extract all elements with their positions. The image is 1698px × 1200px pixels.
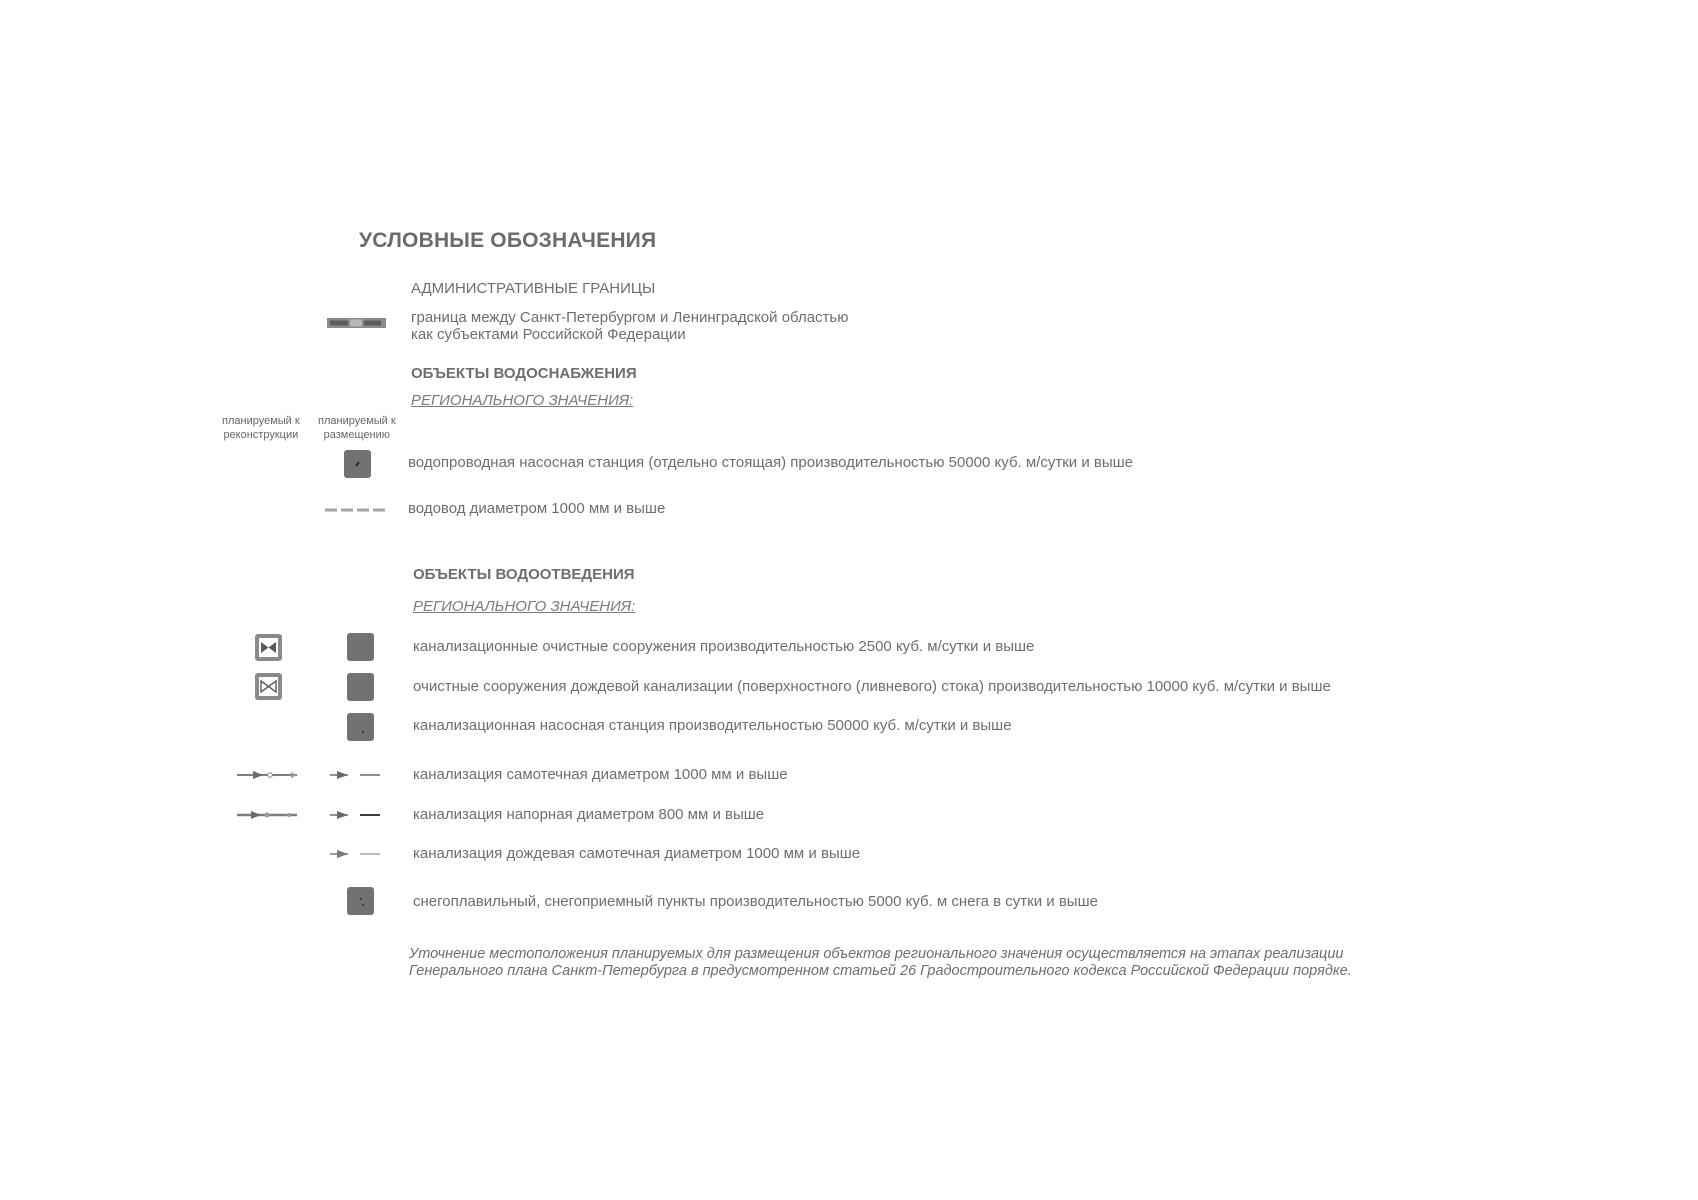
water-pump-station-symbol: [344, 450, 371, 478]
footnote-line1: Уточнение местоположения планируемых для размещения объектов регионального значения осуществляется на этапах реализации: [409, 946, 1344, 962]
water-supply-subheading: РЕГИОНАЛЬНОГО ЗНАЧЕНИЯ:: [411, 392, 634, 409]
sewage-pump-mark-icon: [347, 713, 374, 741]
pressure-sewer-placement-symbol: [330, 810, 382, 820]
gravity-sewer-reconstruction-symbol: [237, 770, 301, 780]
water-main-symbol: [325, 508, 387, 512]
column-header-placement-line1: планируемый к: [318, 415, 396, 427]
pump-mark-icon: [344, 450, 371, 478]
footnote-line2: Генерального плана Санкт-Петербурга в предусмотренном статьей 26 Градостроительного кодекса Российской Федерации порядке.: [409, 963, 1352, 979]
storm-treatment-reconstruction-symbol: [255, 673, 282, 700]
pressure-sewer-reconstruction-symbol: [237, 810, 301, 820]
column-header-reconstruction: [222, 414, 300, 442]
border-description: [411, 309, 849, 343]
column-header-reconstruction-line2: реконструкции: [223, 429, 299, 441]
snow-melting-mark-icon: [347, 887, 374, 915]
column-header-placement: [318, 414, 396, 442]
treatment-plant-placement-symbol: [347, 633, 374, 661]
column-header-reconstruction-line1: планируемый к: [222, 415, 300, 427]
storm-gravity-sewer-label: канализация дождевая самотечная диаметром 1000 мм и выше: [413, 845, 861, 862]
snow-melting-symbol: [347, 887, 374, 915]
admin-borders-heading: АДМИНИСТРАТИВНЫЕ ГРАНИЦЫ: [411, 280, 656, 297]
footnote: [409, 946, 1352, 980]
border-description-line2: как субъектами Российской Федерации: [411, 326, 686, 343]
storm-treatment-reconstruction-frame: [259, 677, 278, 696]
snow-melting-label: снегоплавильный, снегоприемный пункты производительностью 5000 куб. м снега в сутки и выше: [413, 893, 1098, 910]
sewerage-heading: ОБЪЕКТЫ ВОДООТВЕДЕНИЯ: [413, 566, 635, 583]
storm-treatment-label: очистные сооружения дождевой канализации (поверхностного (ливневого) стока) производительностью 10000 куб. м/сутки и выше: [413, 678, 1331, 695]
bowtie-outline-icon: [259, 677, 278, 696]
treatment-plant-reconstruction-frame: [259, 638, 278, 657]
gravity-sewer-placement-symbol: [330, 770, 382, 780]
sewage-pump-station-label: канализационная насосная станция производительностью 50000 куб. м/сутки и выше: [413, 717, 1012, 734]
bowtie-filled-icon: [259, 638, 278, 657]
sewerage-subheading: РЕГИОНАЛЬНОГО ЗНАЧЕНИЯ:: [413, 598, 636, 615]
treatment-plant-label: канализационные очистные сооружения производительностью 2500 куб. м/сутки и выше: [413, 638, 1035, 655]
water-pump-station-label: водопроводная насосная станция (отдельно стоящая) производительностью 50000 куб. м/сутки и выше: [408, 454, 1133, 471]
region-border-symbol: [327, 316, 387, 330]
gravity-sewer-label: канализация самотечная диаметром 1000 мм и выше: [413, 766, 788, 783]
storm-treatment-placement-symbol: [347, 673, 374, 701]
sewage-pump-station-symbol: [347, 713, 374, 741]
water-main-label: водовод диаметром 1000 мм и выше: [408, 500, 666, 517]
treatment-plant-reconstruction-symbol: [255, 634, 282, 661]
pressure-sewer-label: канализация напорная диаметром 800 мм и выше: [413, 806, 765, 823]
border-description-line1: граница между Санкт-Петербургом и Ленинградской областью: [411, 309, 849, 326]
water-supply-heading: ОБЪЕКТЫ ВОДОСНАБЖЕНИЯ: [411, 365, 637, 382]
column-header-placement-line2: размещению: [323, 429, 391, 441]
legend-title: УСЛОВНЫЕ ОБОЗНАЧЕНИЯ: [359, 229, 657, 252]
storm-gravity-sewer-placement-symbol: [330, 849, 382, 859]
